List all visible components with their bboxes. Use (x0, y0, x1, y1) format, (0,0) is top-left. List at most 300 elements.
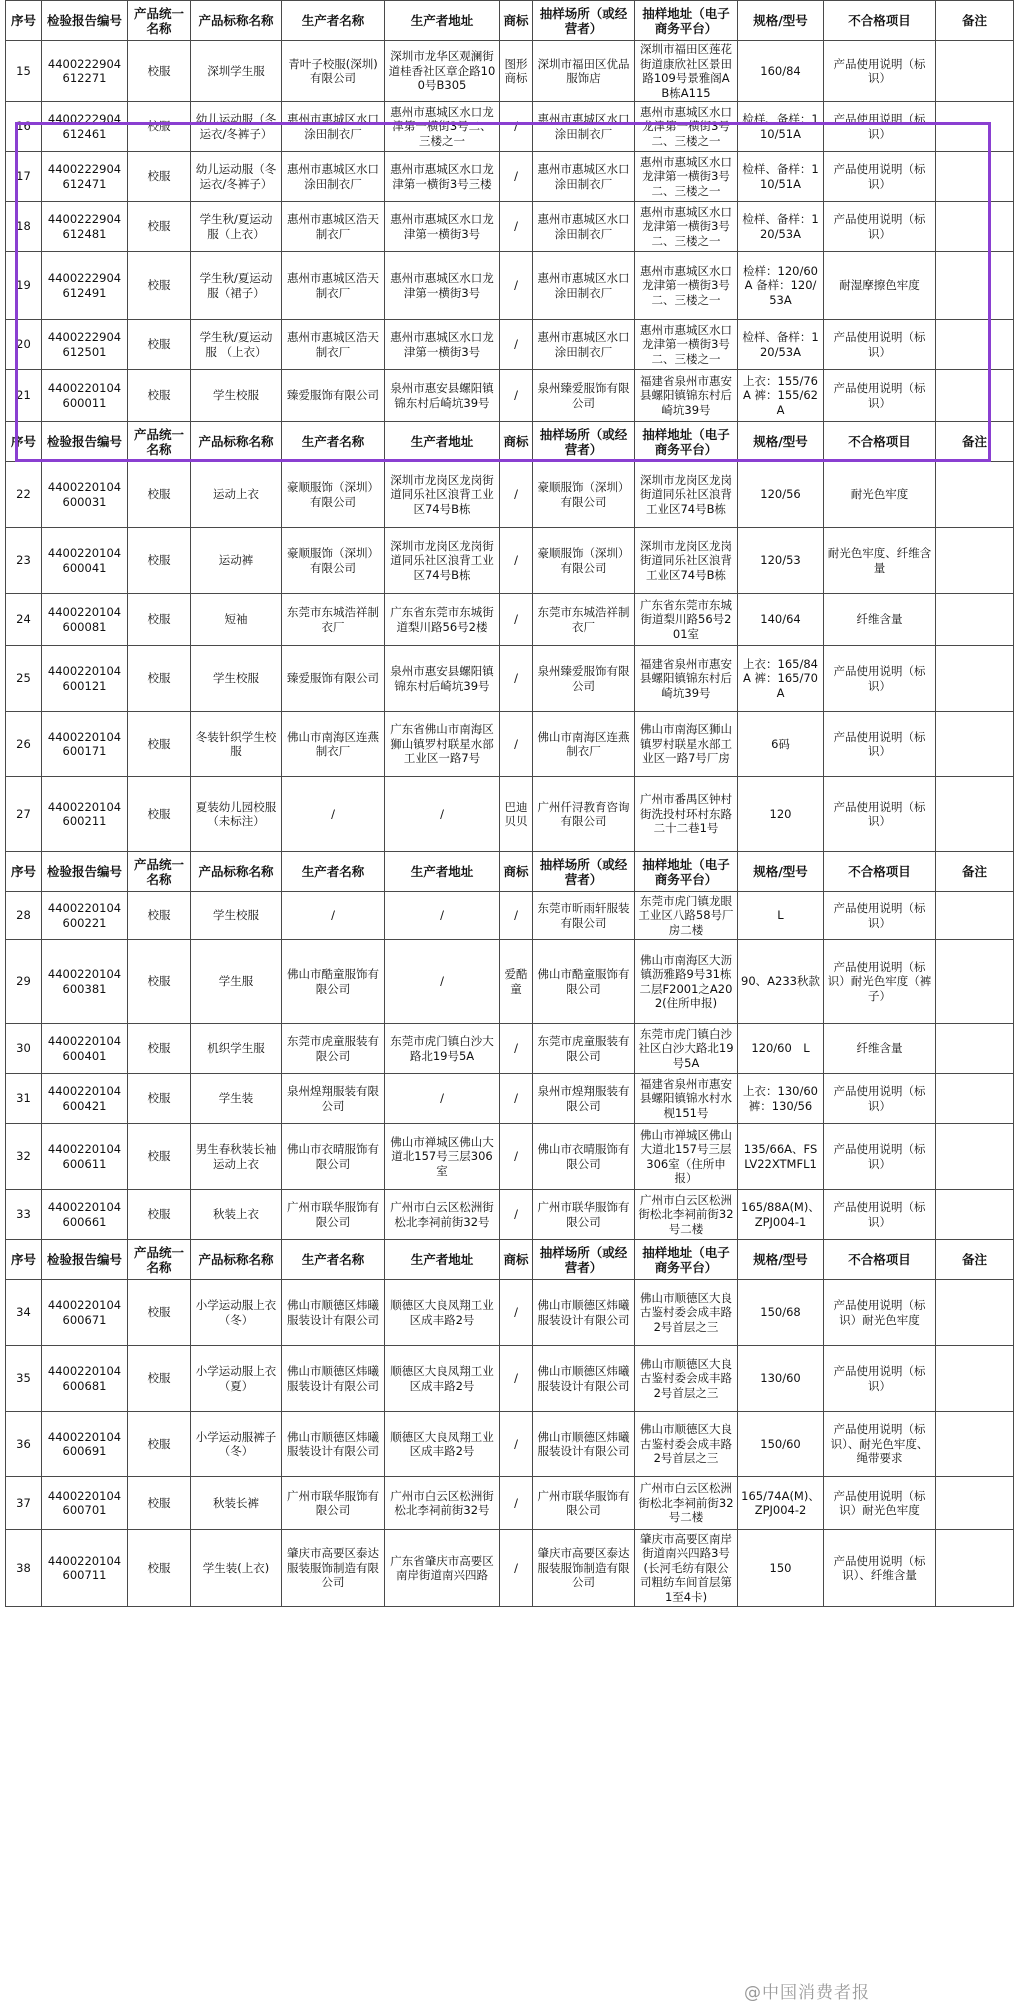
cell-paddr: 深圳市龙华区观澜街道桂香社区章企路100号B305 (385, 41, 500, 102)
cell-place: 豪顺服饰（深圳）有限公司 (533, 528, 635, 594)
cell-brand: 巴迪贝贝 (500, 777, 533, 852)
header-report-no: 检验报告编号 (42, 1240, 128, 1280)
header-seq: 序号 (6, 1, 42, 41)
cell-producer: 佛山市顺德区炜曦服装设计有限公司 (282, 1346, 385, 1412)
header-sample-place: 抽样场所（或经营者） (533, 852, 635, 892)
cell-name: 学生装(上衣) (191, 1530, 282, 1607)
cell-place: 东莞市虎童服装有限公司 (533, 1024, 635, 1074)
table-row (6, 102, 1014, 152)
cell-remark (936, 152, 1014, 202)
cell-name: 夏装幼儿园校服（未标注） (191, 777, 282, 852)
cell-brand: / (500, 1280, 533, 1346)
cell-producer: 广州市联华服饰有限公司 (282, 1477, 385, 1530)
cell-saddr: 广东省东莞市东城街道梨川路56号201室 (635, 594, 738, 646)
cell-saddr: 深圳市龙岗区龙岗街道同乐社区浪背工业区74号B栋 (635, 462, 738, 528)
cell-brand: / (500, 252, 533, 320)
cell-remark (936, 712, 1014, 777)
cell-brand: / (500, 1190, 533, 1240)
cell-seq: 35 (6, 1346, 42, 1412)
header-unified-name: 产品统一名称 (128, 1240, 191, 1280)
cell-report: 4400220104600661 (42, 1190, 128, 1240)
cell-seq: 20 (6, 320, 42, 370)
cell-spec: 检样：120/60A 备样：120/53A (738, 252, 824, 320)
cell-brand: / (500, 1024, 533, 1074)
table-row (6, 892, 1014, 940)
cell-fail: 耐光色牢度 (824, 462, 936, 528)
cell-saddr: 广州市番禺区钟村街洗投村环村东路二十二巷1号 (635, 777, 738, 852)
cell-name: 学生校服 (191, 892, 282, 940)
cell-producer: 惠州市惠城区浩天制衣厂 (282, 202, 385, 252)
cell-spec: 135/66A、FSLV22XTMFL1 (738, 1124, 824, 1190)
table-row (6, 1124, 1014, 1190)
cell-paddr: 惠州市惠城区水口龙津第一横街3号二、三楼之一 (385, 102, 500, 152)
cell-paddr: / (385, 1074, 500, 1124)
table-row (6, 41, 1014, 102)
cell-spec: 130/60 (738, 1346, 824, 1412)
cell-brand: / (500, 320, 533, 370)
cell-place: 广州仟浔教育咨询有限公司 (533, 777, 635, 852)
header-row (6, 852, 1014, 892)
cell-unified: 校服 (128, 102, 191, 152)
cell-seq: 26 (6, 712, 42, 777)
cell-remark (936, 1412, 1014, 1477)
cell-producer: 青叶子校服(深圳)有限公司 (282, 41, 385, 102)
cell-saddr: 佛山市顺德区大良古鉴村委会成丰路2号首层之三 (635, 1280, 738, 1346)
header-producer-addr: 生产者地址 (385, 1, 500, 41)
cell-producer: 泉州煌翔服装有限公司 (282, 1074, 385, 1124)
cell-seq: 28 (6, 892, 42, 940)
cell-place: 惠州市惠城区水口涂田制衣厂 (533, 152, 635, 202)
header-marked-name: 产品标称名称 (191, 1240, 282, 1280)
cell-unified: 校服 (128, 1530, 191, 1607)
cell-seq: 16 (6, 102, 42, 152)
cell-paddr: 顺德区大良凤翔工业区成丰路2号 (385, 1346, 500, 1412)
cell-report: 4400220104600171 (42, 712, 128, 777)
cell-seq: 24 (6, 594, 42, 646)
cell-name: 小学运动服上衣（冬） (191, 1280, 282, 1346)
cell-producer: 东莞市虎童服装有限公司 (282, 1024, 385, 1074)
table-row (6, 777, 1014, 852)
cell-brand: / (500, 152, 533, 202)
cell-unified: 校服 (128, 1024, 191, 1074)
cell-seq: 30 (6, 1024, 42, 1074)
header-report-no: 检验报告编号 (42, 422, 128, 462)
cell-remark (936, 102, 1014, 152)
cell-seq: 34 (6, 1280, 42, 1346)
cell-saddr: 佛山市南海区大沥镇沥雅路9号31栋二层F2001之A202(住所申报) (635, 940, 738, 1024)
table-row (6, 528, 1014, 594)
cell-producer: 惠州市惠城区水口涂田制衣厂 (282, 152, 385, 202)
cell-name: 学生校服 (191, 370, 282, 422)
cell-unified: 校服 (128, 1280, 191, 1346)
cell-unified: 校服 (128, 462, 191, 528)
table-row (6, 152, 1014, 202)
cell-place: 东莞市昕雨轩服装有限公司 (533, 892, 635, 940)
cell-fail: 产品使用说明（标识） (824, 1124, 936, 1190)
cell-report: 4400222904612461 (42, 102, 128, 152)
cell-spec: 检样、备样：110/51A (738, 152, 824, 202)
cell-saddr: 深圳市福田区莲花街道康欣社区景田路109号景雅阁A B栋A115 (635, 41, 738, 102)
cell-seq: 33 (6, 1190, 42, 1240)
header-sample-addr: 抽样地址（电子商务平台） (635, 422, 738, 462)
cell-seq: 23 (6, 528, 42, 594)
cell-seq: 18 (6, 202, 42, 252)
cell-unified: 校服 (128, 1412, 191, 1477)
cell-fail: 产品使用说明（标识） (824, 892, 936, 940)
cell-place: 东莞市东城浩祥制衣厂 (533, 594, 635, 646)
header-remark: 备注 (936, 1240, 1014, 1280)
cell-name: 学生校服 (191, 646, 282, 712)
table-row (6, 462, 1014, 528)
header-row (6, 1240, 1014, 1280)
cell-name: 秋装长裤 (191, 1477, 282, 1530)
cell-report: 4400220104600691 (42, 1412, 128, 1477)
table-row (6, 646, 1014, 712)
cell-producer: 佛山市顺德区炜曦服装设计有限公司 (282, 1412, 385, 1477)
cell-name: 学生秋/夏运动服 （上衣） (191, 320, 282, 370)
cell-paddr: 东莞市虎门镇白沙大路北19号5A (385, 1024, 500, 1074)
cell-seq: 17 (6, 152, 42, 202)
header-sample-addr: 抽样地址（电子商务平台） (635, 1240, 738, 1280)
cell-remark (936, 252, 1014, 320)
cell-saddr: 惠州市惠城区水口龙津第一横街3号二、三楼之一 (635, 102, 738, 152)
cell-place: 泉州臻爱服饰有限公司 (533, 370, 635, 422)
cell-paddr: 广州市白云区松洲街松北李祠前街32号 (385, 1477, 500, 1530)
cell-saddr: 佛山市顺德区大良古鉴村委会成丰路2号首层之三 (635, 1412, 738, 1477)
cell-place: 惠州市惠城区水口涂田制衣厂 (533, 320, 635, 370)
cell-spec: 上衣：165/84A 裤：165/70A (738, 646, 824, 712)
cell-spec: 6码 (738, 712, 824, 777)
header-remark: 备注 (936, 422, 1014, 462)
cell-spec: 160/84 (738, 41, 824, 102)
table-row (6, 1477, 1014, 1530)
cell-paddr: 惠州市惠城区水口龙津第一横街3号 (385, 252, 500, 320)
cell-report: 4400220104600081 (42, 594, 128, 646)
header-sample-addr: 抽样地址（电子商务平台） (635, 1, 738, 41)
cell-paddr: 广东省佛山市南海区狮山镇罗村联星水部工业区一路7号 (385, 712, 500, 777)
header-unified-name: 产品统一名称 (128, 422, 191, 462)
cell-place: 佛山市顺德区炜曦服装设计有限公司 (533, 1412, 635, 1477)
cell-unified: 校服 (128, 1346, 191, 1412)
cell-fail: 耐光色牢度、纤维含量 (824, 528, 936, 594)
cell-fail: 产品使用说明（标识） (824, 646, 936, 712)
cell-unified: 校服 (128, 940, 191, 1024)
cell-producer: 臻爱服饰有限公司 (282, 370, 385, 422)
header-brand: 商标 (500, 1, 533, 41)
cell-paddr: 惠州市惠城区水口龙津第一横街3号 (385, 320, 500, 370)
cell-brand: / (500, 202, 533, 252)
cell-fail: 产品使用说明（标识）、纤维含量 (824, 1530, 936, 1607)
cell-remark (936, 1190, 1014, 1240)
cell-seq: 36 (6, 1412, 42, 1477)
cell-fail: 产品使用说明（标识） (824, 1346, 936, 1412)
cell-spec: 150 (738, 1530, 824, 1607)
cell-brand: / (500, 892, 533, 940)
cell-producer: 佛山市酷童服饰有限公司 (282, 940, 385, 1024)
cell-name: 幼儿运动服（冬运衣/冬裤子） (191, 102, 282, 152)
cell-spec: 上衣：130/60 裤：130/56 (738, 1074, 824, 1124)
cell-unified: 校服 (128, 594, 191, 646)
cell-unified: 校服 (128, 712, 191, 777)
cell-fail: 纤维含量 (824, 594, 936, 646)
cell-report: 4400220104600421 (42, 1074, 128, 1124)
cell-remark (936, 1024, 1014, 1074)
header-remark: 备注 (936, 1, 1014, 41)
table-row (6, 1412, 1014, 1477)
header-report-no: 检验报告编号 (42, 852, 128, 892)
cell-paddr: 广东省东莞市东城街道梨川路56号2楼 (385, 594, 500, 646)
header-failed-items: 不合格项目 (824, 1, 936, 41)
cell-fail: 耐湿摩擦色牢度 (824, 252, 936, 320)
watermark: @中国消费者报 (744, 1983, 870, 2003)
header-unified-name: 产品统一名称 (128, 852, 191, 892)
cell-saddr: 佛山市顺德区大良古鉴村委会成丰路2号首层之三 (635, 1346, 738, 1412)
cell-unified: 校服 (128, 1074, 191, 1124)
cell-place: 广州市联华服饰有限公司 (533, 1477, 635, 1530)
cell-saddr: 惠州市惠城区水口龙津第一横街3号二、三楼之一 (635, 252, 738, 320)
cell-producer: 豪顺服饰（深圳）有限公司 (282, 462, 385, 528)
cell-name: 运动上衣 (191, 462, 282, 528)
cell-seq: 19 (6, 252, 42, 320)
cell-saddr: 惠州市惠城区水口龙津第一横街3号二、三楼之一 (635, 152, 738, 202)
cell-paddr: 广东省肇庆市高要区南岸街道南兴四路 (385, 1530, 500, 1607)
cell-place: 泉州臻爱服饰有限公司 (533, 646, 635, 712)
cell-remark (936, 1346, 1014, 1412)
cell-fail: 产品使用说明（标识） (824, 1190, 936, 1240)
cell-spec: 120/56 (738, 462, 824, 528)
cell-remark (936, 594, 1014, 646)
header-brand: 商标 (500, 422, 533, 462)
cell-place: 惠州市惠城区水口涂田制衣厂 (533, 202, 635, 252)
table-row (6, 370, 1014, 422)
cell-fail: 产品使用说明（标识）、耐光色牢度、绳带要求 (824, 1412, 936, 1477)
cell-brand: / (500, 1346, 533, 1412)
cell-fail: 产品使用说明（标识） (824, 152, 936, 202)
cell-producer: 肇庆市高要区泰达服装服饰制造有限公司 (282, 1530, 385, 1607)
cell-place: 佛山市顺德区炜曦服装设计有限公司 (533, 1280, 635, 1346)
cell-unified: 校服 (128, 777, 191, 852)
cell-place: 惠州市惠城区水口涂田制衣厂 (533, 252, 635, 320)
cell-unified: 校服 (128, 1124, 191, 1190)
cell-name: 小学运动服裤子（冬） (191, 1412, 282, 1477)
cell-saddr: 肇庆市高要区南岸街道南兴四路3号(长河毛纺有限公司粗纺车间首层第1至4卡) (635, 1530, 738, 1607)
cell-unified: 校服 (128, 892, 191, 940)
cell-name: 冬装针织学生校服 (191, 712, 282, 777)
header-marked-name: 产品标称名称 (191, 852, 282, 892)
cell-brand: 爱酷童 (500, 940, 533, 1024)
cell-paddr: 惠州市惠城区水口龙津第一横街3号三楼 (385, 152, 500, 202)
cell-name: 男生春秋装长袖运动上衣 (191, 1124, 282, 1190)
cell-producer: 惠州市惠城区水口涂田制衣厂 (282, 102, 385, 152)
table-row (6, 202, 1014, 252)
cell-remark (936, 1074, 1014, 1124)
cell-producer: 广州市联华服饰有限公司 (282, 1190, 385, 1240)
cell-report: 4400220104600011 (42, 370, 128, 422)
cell-brand: / (500, 102, 533, 152)
cell-unified: 校服 (128, 320, 191, 370)
cell-report: 4400220104600381 (42, 940, 128, 1024)
cell-unified: 校服 (128, 152, 191, 202)
cell-producer: 佛山市衣晴服饰有限公司 (282, 1124, 385, 1190)
inspection-table (5, 0, 1014, 1607)
header-spec: 规格/型号 (738, 422, 824, 462)
cell-paddr: / (385, 777, 500, 852)
cell-saddr: 广州市白云区松洲街松北李祠前街32号二楼 (635, 1190, 738, 1240)
cell-seq: 37 (6, 1477, 42, 1530)
cell-spec: 90、A233秋款 (738, 940, 824, 1024)
cell-brand: / (500, 1412, 533, 1477)
cell-brand: / (500, 712, 533, 777)
cell-place: 惠州市惠城区水口涂田制衣厂 (533, 102, 635, 152)
header-sample-place: 抽样场所（或经营者） (533, 1240, 635, 1280)
header-failed-items: 不合格项目 (824, 852, 936, 892)
cell-producer: 佛山市顺德区炜曦服装设计有限公司 (282, 1280, 385, 1346)
cell-seq: 32 (6, 1124, 42, 1190)
cell-name: 深圳学生服 (191, 41, 282, 102)
header-failed-items: 不合格项目 (824, 1240, 936, 1280)
cell-saddr: 惠州市惠城区水口龙津第一横街3号二、三楼之一 (635, 202, 738, 252)
cell-spec: 140/64 (738, 594, 824, 646)
cell-remark (936, 646, 1014, 712)
cell-report: 4400222904612471 (42, 152, 128, 202)
cell-unified: 校服 (128, 370, 191, 422)
cell-unified: 校服 (128, 202, 191, 252)
table-row (6, 252, 1014, 320)
table-row (6, 1530, 1014, 1607)
cell-unified: 校服 (128, 252, 191, 320)
cell-place: 广州市联华服饰有限公司 (533, 1190, 635, 1240)
cell-fail: 产品使用说明（标识） (824, 320, 936, 370)
cell-place: 泉州市煌翔服装有限公司 (533, 1074, 635, 1124)
cell-place: 佛山市顺德区炜曦服装设计有限公司 (533, 1346, 635, 1412)
header-spec: 规格/型号 (738, 852, 824, 892)
cell-spec: 150/60 (738, 1412, 824, 1477)
cell-name: 学生装 (191, 1074, 282, 1124)
header-producer: 生产者名称 (282, 852, 385, 892)
cell-paddr: 深圳市龙岗区龙岗街道同乐社区浪背工业区74号B栋 (385, 462, 500, 528)
cell-fail: 产品使用说明（标识）耐光色牢度 (824, 1477, 936, 1530)
cell-brand: / (500, 1477, 533, 1530)
cell-remark (936, 777, 1014, 852)
cell-remark (936, 202, 1014, 252)
cell-fail: 产品使用说明（标识） (824, 1074, 936, 1124)
cell-spec: 检样、备样：120/53A (738, 202, 824, 252)
header-sample-place: 抽样场所（或经营者） (533, 422, 635, 462)
cell-spec: 120/53 (738, 528, 824, 594)
cell-report: 4400220104600211 (42, 777, 128, 852)
header-report-no: 检验报告编号 (42, 1, 128, 41)
cell-remark (936, 1477, 1014, 1530)
cell-spec: 150/68 (738, 1280, 824, 1346)
cell-spec: 120/60 L (738, 1024, 824, 1074)
cell-paddr: 顺德区大良凤翔工业区成丰路2号 (385, 1412, 500, 1477)
table-row (6, 594, 1014, 646)
cell-seq: 31 (6, 1074, 42, 1124)
header-producer-addr: 生产者地址 (385, 852, 500, 892)
table-row (6, 1346, 1014, 1412)
cell-name: 运动裤 (191, 528, 282, 594)
cell-unified: 校服 (128, 528, 191, 594)
header-remark: 备注 (936, 852, 1014, 892)
cell-report: 4400222904612271 (42, 41, 128, 102)
header-producer: 生产者名称 (282, 1240, 385, 1280)
cell-brand: / (500, 646, 533, 712)
header-producer-addr: 生产者地址 (385, 1240, 500, 1280)
cell-place: 佛山市衣晴服饰有限公司 (533, 1124, 635, 1190)
cell-name: 幼儿运动服（冬运衣/冬裤子） (191, 152, 282, 202)
cell-name: 机织学生服 (191, 1024, 282, 1074)
table-row (6, 940, 1014, 1024)
cell-producer: 臻爱服饰有限公司 (282, 646, 385, 712)
cell-remark (936, 320, 1014, 370)
cell-name: 学生秋/夏运动服（裙子） (191, 252, 282, 320)
header-marked-name: 产品标称名称 (191, 1, 282, 41)
header-producer: 生产者名称 (282, 422, 385, 462)
cell-report: 4400220104600221 (42, 892, 128, 940)
header-sample-addr: 抽样地址（电子商务平台） (635, 852, 738, 892)
cell-remark (936, 1280, 1014, 1346)
cell-producer: 东莞市东城浩祥制衣厂 (282, 594, 385, 646)
cell-saddr: 深圳市龙岗区龙岗街道同乐社区浪背工业区74号B栋 (635, 528, 738, 594)
cell-fail: 产品使用说明（标识）耐光色牢度 (824, 1280, 936, 1346)
cell-producer: 豪顺服饰（深圳）有限公司 (282, 528, 385, 594)
cell-brand: / (500, 1530, 533, 1607)
cell-brand: 图形商标 (500, 41, 533, 102)
cell-fail: 产品使用说明（标识） (824, 370, 936, 422)
header-unified-name: 产品统一名称 (128, 1, 191, 41)
cell-seq: 15 (6, 41, 42, 102)
header-sample-place: 抽样场所（或经营者） (533, 1, 635, 41)
cell-report: 4400222904612501 (42, 320, 128, 370)
cell-saddr: 福建省泉州市惠安县螺阳镇锦东村后崎坑39号 (635, 370, 738, 422)
header-spec: 规格/型号 (738, 1, 824, 41)
cell-saddr: 广州市白云区松洲街松北李祠前街32号二楼 (635, 1477, 738, 1530)
cell-name: 小学运动服上衣（夏） (191, 1346, 282, 1412)
cell-spec: 165/88A(M)、ZPJ004-1 (738, 1190, 824, 1240)
cell-producer: / (282, 777, 385, 852)
header-seq: 序号 (6, 422, 42, 462)
cell-name: 短袖 (191, 594, 282, 646)
cell-saddr: 东莞市虎门镇龙眼工业区八路58号厂房二楼 (635, 892, 738, 940)
cell-name: 学生秋/夏运动服（上衣） (191, 202, 282, 252)
cell-unified: 校服 (128, 1190, 191, 1240)
header-brand: 商标 (500, 852, 533, 892)
cell-brand: / (500, 1074, 533, 1124)
cell-producer: / (282, 892, 385, 940)
cell-fail: 产品使用说明（标识）耐光色牢度（裤子） (824, 940, 936, 1024)
cell-remark (936, 892, 1014, 940)
cell-saddr: 福建省泉州市惠安县螺阳镇锦水村水枧151号 (635, 1074, 738, 1124)
cell-report: 4400220104600701 (42, 1477, 128, 1530)
cell-place: 佛山市南海区连燕制衣厂 (533, 712, 635, 777)
cell-paddr: 广州市白云区松洲街松北李祠前街32号 (385, 1190, 500, 1240)
header-failed-items: 不合格项目 (824, 422, 936, 462)
cell-spec: L (738, 892, 824, 940)
cell-remark (936, 370, 1014, 422)
cell-paddr: 佛山市禅城区佛山大道北157号三层306室 (385, 1124, 500, 1190)
cell-unified: 校服 (128, 646, 191, 712)
cell-report: 4400220104600401 (42, 1024, 128, 1074)
cell-spec: 检样、备样：120/53A (738, 320, 824, 370)
header-brand: 商标 (500, 1240, 533, 1280)
table-row (6, 1190, 1014, 1240)
cell-spec: 120 (738, 777, 824, 852)
cell-paddr: 顺德区大良凤翔工业区成丰路2号 (385, 1280, 500, 1346)
cell-unified: 校服 (128, 1477, 191, 1530)
table-row (6, 712, 1014, 777)
cell-fail: 产品使用说明（标识） (824, 712, 936, 777)
header-seq: 序号 (6, 852, 42, 892)
